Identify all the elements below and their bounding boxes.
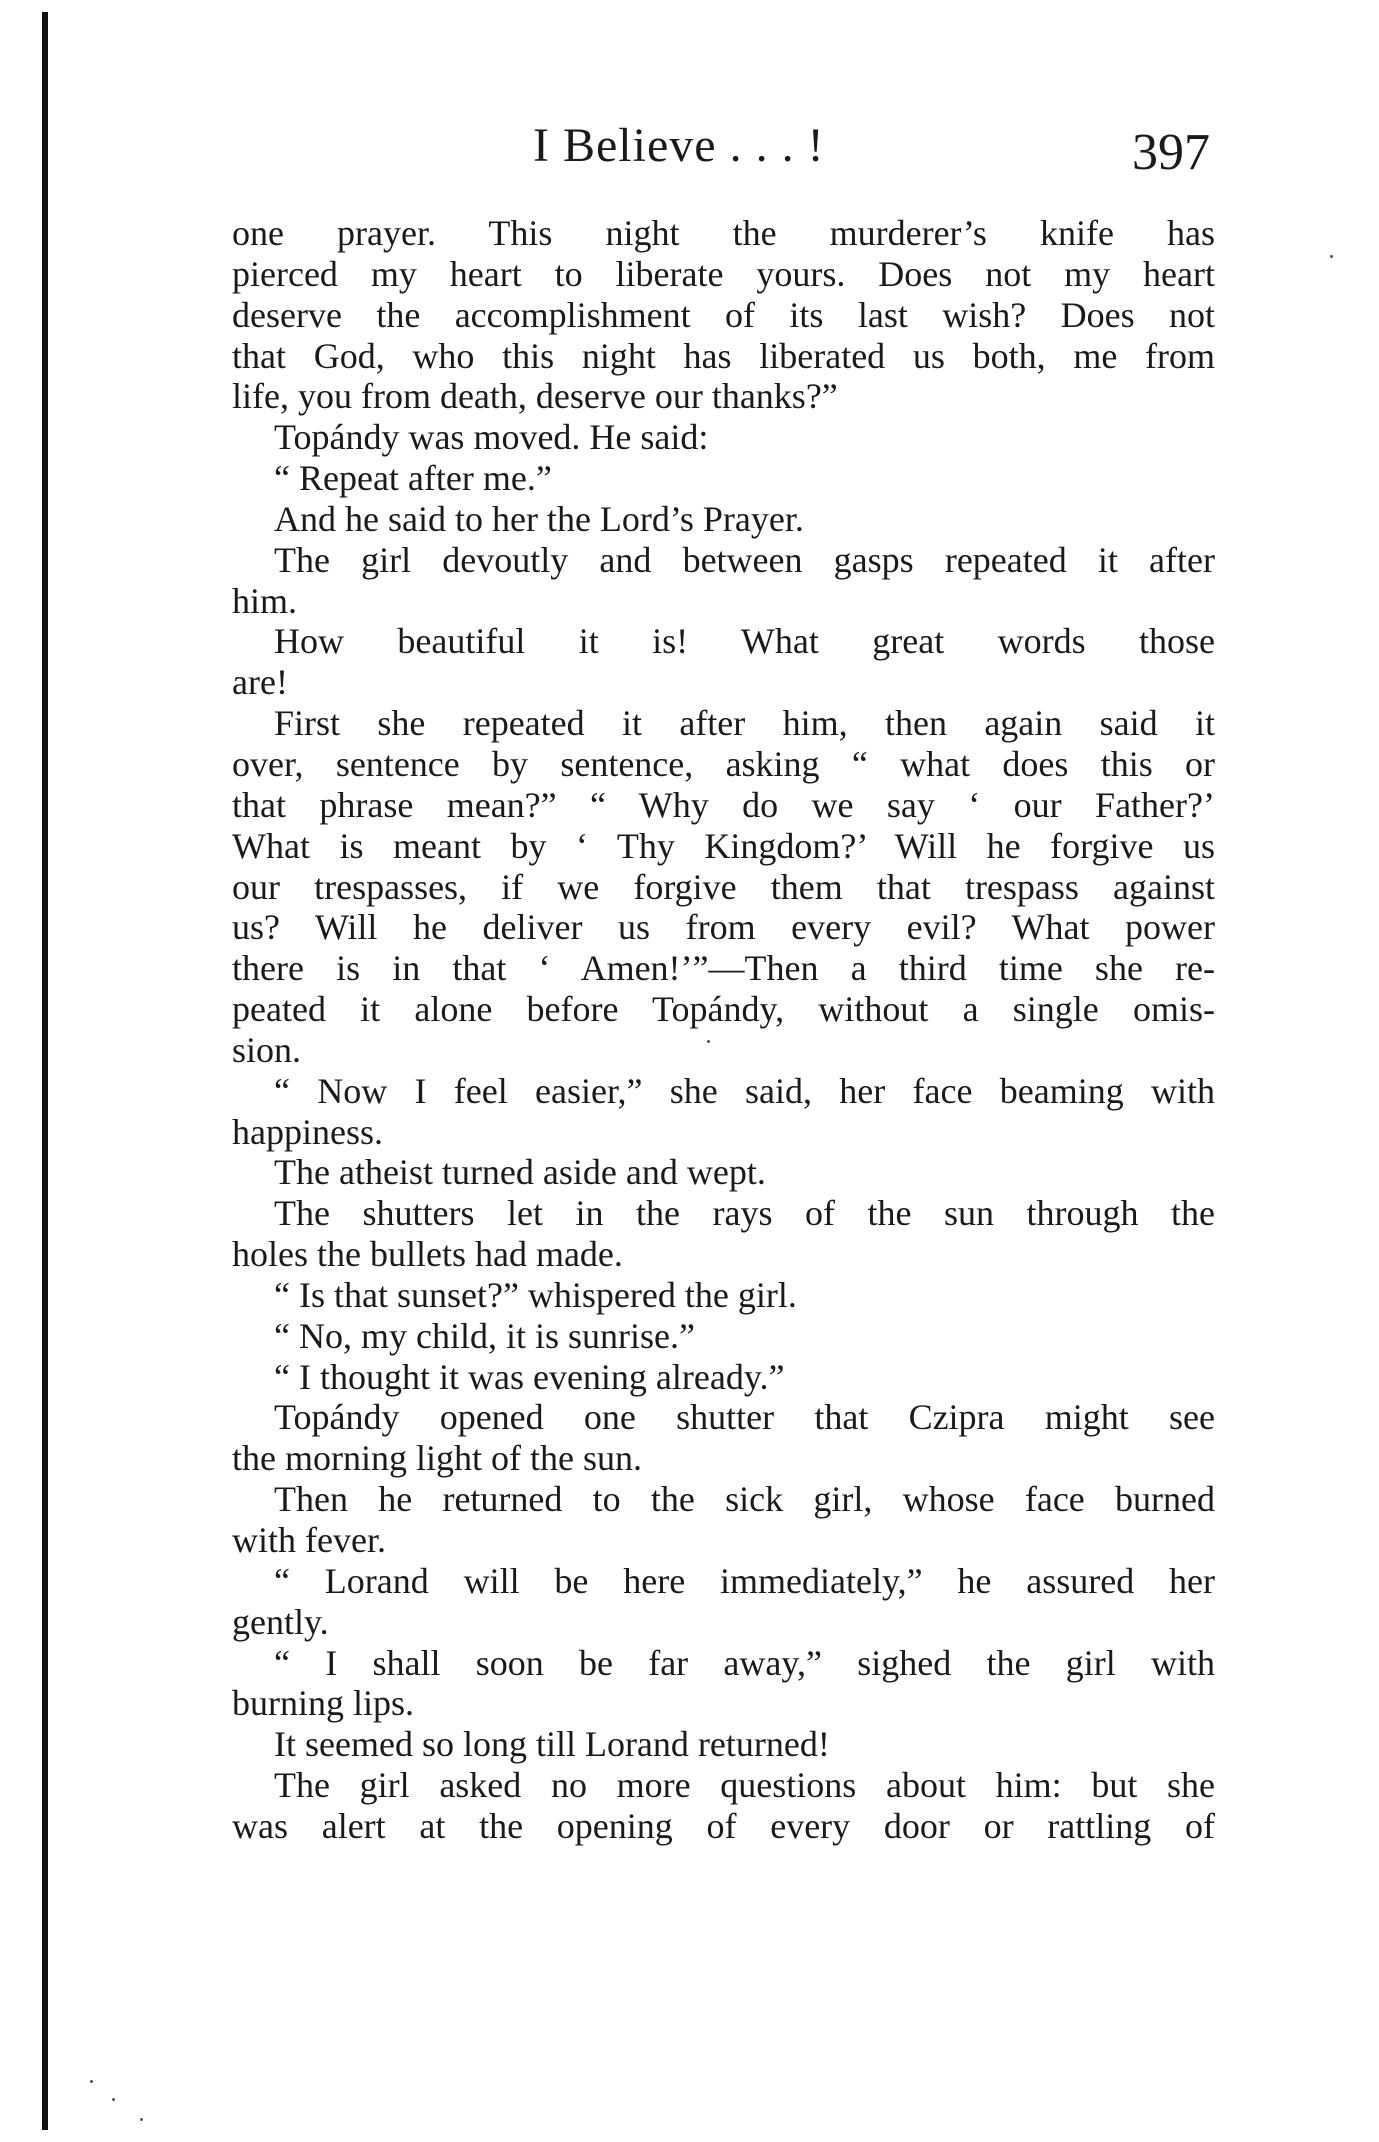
text-line: the morning light of the sun. bbox=[232, 1438, 642, 1479]
text-line: pierced my heart to liberate yours. Does not my heart bbox=[232, 253, 1215, 294]
running-title: I Believe . . . ! bbox=[533, 119, 825, 172]
text-line: The girl devoutly and between gasps repeated it after bbox=[274, 539, 1215, 580]
text-line: “ Is that sunset?” whispered the girl. bbox=[274, 1274, 797, 1315]
text-line: It seemed so long till Lorand returned! bbox=[274, 1724, 830, 1765]
binding-edge-line bbox=[42, 12, 48, 2130]
text-line: sion. bbox=[232, 1029, 302, 1070]
text-line: The girl asked no more questions about him: but she bbox=[274, 1765, 1215, 1806]
text-line: there is in that ‘ Amen!’”—Then a third time she re- bbox=[232, 948, 1215, 989]
text-line: “ I thought it was evening already.” bbox=[274, 1356, 785, 1397]
body-text bbox=[232, 213, 1215, 1847]
text-line: deserve the accomplishment of its last wish? Does not bbox=[232, 294, 1215, 335]
text-line: that phrase mean?” “ Why do we say ‘ our Father?’ bbox=[232, 784, 1215, 825]
text-line: Topándy was moved. He said: bbox=[274, 417, 709, 458]
text-line: The atheist turned aside and wept. bbox=[274, 1152, 766, 1193]
text-line: him. bbox=[232, 580, 298, 621]
text-line: us? Will he deliver us from every evil? What power bbox=[232, 907, 1215, 948]
text-line: How beautiful it is! What great words those bbox=[274, 621, 1215, 662]
text-line: peated it alone before Topándy, without a single omis- bbox=[232, 989, 1215, 1030]
print-speck bbox=[1330, 255, 1333, 258]
text-line: are! bbox=[232, 662, 288, 703]
text-line: one prayer. This night the murderer’s knife has bbox=[232, 213, 1215, 253]
text-line: happiness. bbox=[232, 1111, 383, 1152]
print-speck bbox=[90, 2080, 93, 2083]
text-line: “ No, my child, it is sunrise.” bbox=[274, 1315, 695, 1356]
text-line: burning lips. bbox=[232, 1683, 415, 1724]
print-speck bbox=[140, 2118, 143, 2121]
text-line: over, sentence by sentence, asking “ what does this or bbox=[232, 743, 1215, 784]
text-line: that God, who this night has liberated us both, me from bbox=[232, 335, 1215, 376]
text-line: First she repeated it after him, then again said it bbox=[274, 703, 1215, 744]
text-line: “ Now I feel easier,” she said, her face beaming with bbox=[274, 1070, 1215, 1111]
text-line: holes the bullets had made. bbox=[232, 1234, 623, 1275]
text-line: was alert at the opening of every door or rattling of bbox=[232, 1805, 1215, 1846]
text-line: gently. bbox=[232, 1601, 329, 1642]
text-line: Then he returned to the sick girl, whose face burned bbox=[274, 1479, 1215, 1520]
text-line: with fever. bbox=[232, 1520, 386, 1560]
text-line: “ Repeat after me.” bbox=[274, 458, 552, 499]
text-line: our trespasses, if we forgive them that trespass against bbox=[232, 866, 1215, 907]
text-line: And he said to her the Lord’s Prayer. bbox=[274, 498, 804, 539]
page-number: 397 bbox=[1132, 124, 1210, 181]
text-line: “ I shall soon be far away,” sighed the girl with bbox=[274, 1642, 1215, 1683]
text-line: The shutters let in the rays of the sun through the bbox=[274, 1193, 1215, 1234]
text-line: Topándy opened one shutter that Czipra might see bbox=[274, 1397, 1215, 1438]
text-line: “ Lorand will be here immediately,” he assured her bbox=[274, 1560, 1215, 1601]
text-line: What is meant by ‘ Thy Kingdom?’ Will he forgive us bbox=[232, 825, 1215, 866]
print-speck bbox=[112, 2098, 115, 2101]
text-line: life, you from death, deserve our thanks?” bbox=[232, 376, 838, 417]
